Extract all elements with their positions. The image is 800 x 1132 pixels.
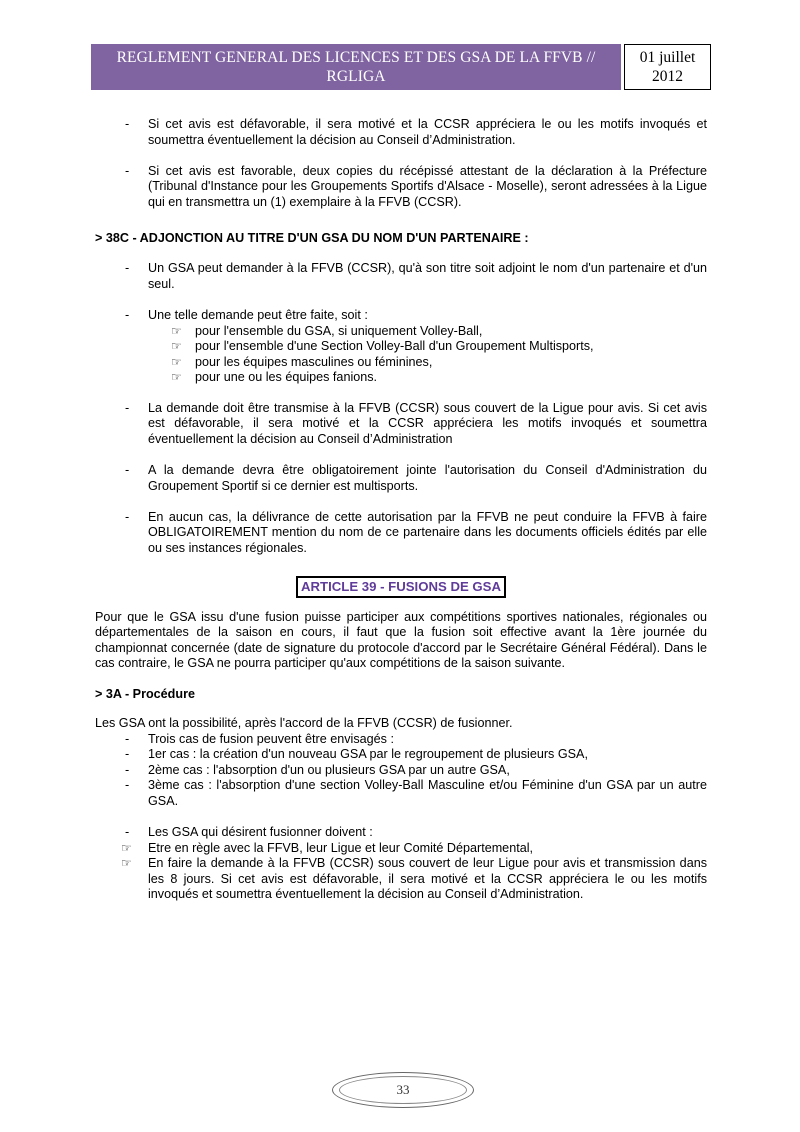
list-item	[95, 463, 707, 494]
list-item	[95, 825, 707, 841]
header-date-line1: 01 juillet	[639, 49, 696, 66]
article-39-title: ARTICLE 39 - FUSIONS DE GSA	[296, 576, 506, 598]
dash-bullet: -	[125, 261, 130, 276]
sub-list-item	[95, 856, 707, 903]
sub-list-item-text: pour l'ensemble du GSA, si uniquement Volley-Ball,	[195, 323, 483, 338]
list-item	[95, 308, 707, 324]
list-item	[95, 401, 707, 448]
dash-bullet: -	[125, 731, 130, 746]
pointing-hand-icon: ☞	[171, 369, 182, 384]
sub-list-item-text: pour l'ensemble d'une Section Volley-Ball d'un Groupement Multisports,	[195, 339, 594, 354]
list-item-text: Un GSA peut demander à la FFVB (CCSR), qu'à son titre soit adjoint le nom d'un partenaire et d'un seul.	[148, 261, 707, 292]
dash-bullet: -	[125, 778, 130, 793]
list-item-text: Les GSA qui désirent fusionner doivent :	[148, 825, 373, 840]
section-3a-title: > 3A - Procédure	[95, 687, 195, 701]
list-item	[95, 261, 707, 292]
sub-list-item-text: En faire la demande à la FFVB (CCSR) sous couvert de leur Ligue pour avis et transmission dans les 8 jours. Si cet avis est défavorable, il sera motivé et la CCSR appréciera le ou les motifs invoqués et soumettra éventuellement la décision au Conseil d’Administration.	[148, 856, 707, 902]
pointing-hand-icon: ☞	[171, 323, 182, 338]
list-item-text: Une telle demande peut être faite, soit :	[148, 308, 368, 323]
pointing-hand-icon: ☞	[171, 339, 182, 354]
dash-bullet: -	[125, 509, 130, 524]
sub-list-item-text: Etre en règle avec la FFVB, leur Ligue et leur Comité Départemental,	[148, 840, 533, 855]
list-item-text: A la demande devra être obligatoirement jointe l'autorisation du Conseil d'Administration du Groupement Sportif si ce dernier est multisports.	[148, 463, 707, 493]
list-item-text: Si cet avis est favorable, deux copies du récépissé attestant de la déclaration à la Préfecture (Tribunal d'Instance pour les Groupements Sportifs d'Alsace - Moselle), seront adressées à la Ligue qui en transmettra un (1) exemplaire à la FFVB (CCSR).	[148, 163, 707, 209]
dash-bullet: -	[125, 308, 130, 323]
dash-bullet: -	[125, 762, 130, 777]
list-item	[95, 732, 707, 748]
list-item	[95, 747, 707, 763]
sub-list-item-text: pour les équipes masculines ou féminines,	[195, 354, 433, 369]
fusion-intro: Les GSA ont la possibilité, après l'accord de la FFVB (CCSR) de fusionner.	[95, 716, 513, 730]
list-item	[95, 117, 707, 148]
list-item-text: 1er cas : la création d'un nouveau GSA par le regroupement de plusieurs GSA,	[148, 747, 588, 762]
list-item-text: 2ème cas : l'absorption d'un ou plusieurs GSA par un autre GSA,	[148, 762, 510, 777]
sub-list-item	[95, 841, 707, 857]
header-date-line2: 2012	[652, 68, 683, 85]
sub-list-item	[95, 355, 707, 370]
dash-bullet: -	[125, 747, 130, 762]
list-item-text: Trois cas de fusion peuvent être envisagés :	[148, 731, 394, 746]
pointing-hand-icon: ☞	[121, 856, 132, 871]
header-title-line1: REGLEMENT GENERAL DES LICENCES ET DES GSA DE LA FFVB //	[116, 49, 596, 66]
document-header-date	[624, 44, 711, 90]
dash-bullet: -	[125, 463, 130, 478]
document-header-title	[91, 44, 621, 90]
dash-bullet: -	[125, 117, 130, 131]
page-body	[95, 117, 707, 903]
list-item-text: Si cet avis est défavorable, il sera motivé et la CCSR appréciera le ou les motifs invoqués et soumettra éventuellement la décision au Conseil d’Administration.	[148, 117, 707, 147]
list-item-text: La demande doit être transmise à la FFVB (CCSR) sous couvert de la Ligue pour avis. Si cet avis est défavorable, il sera motivé et la CCSR appréciera les motifs invoqués et soumettra éventuellement la décision au Conseil d’Administration	[148, 400, 707, 447]
list-item	[95, 763, 707, 779]
pointing-hand-icon: ☞	[121, 840, 132, 855]
list-item-text: En aucun cas, la délivrance de cette autorisation par la FFVB ne peut conduire la FFVB à faire OBLIGATOIREMENT mention du nom de ce partenaire dans les documents officiels édités par elle ou ses instances régionales.	[148, 509, 707, 556]
dash-bullet: -	[125, 163, 130, 178]
article-39-heading-wrap	[95, 576, 707, 598]
pointing-hand-icon: ☞	[171, 354, 182, 369]
sub-list-item	[95, 324, 707, 339]
list-item	[95, 510, 707, 557]
section-38c-title: > 38C - ADJONCTION AU TITRE D'UN GSA DU NOM D'UN PARTENAIRE :	[95, 231, 529, 246]
sub-list-item-text: pour une ou les équipes fanions.	[195, 369, 378, 384]
sub-list-item	[95, 370, 707, 385]
page-number: 33	[396, 1082, 410, 1097]
dash-bullet: -	[125, 825, 130, 840]
sub-list-item	[95, 339, 707, 354]
list-item	[95, 778, 707, 809]
list-item	[95, 164, 707, 211]
header-title-line2: RGLIGA	[326, 68, 386, 85]
article-39-paragraph: Pour que le GSA issu d'une fusion puisse participer aux compétitions sportives nationales, régionales ou départementales de la saison en cours, il faut que la fusion soit effective avant la 1ère journée du championnat concernée (date de signature du protocole d'accord par le Secrétaire Général Fédéral). Dans le cas contraire, le GSA ne pourra participer qu'aux compétitions de la saison suivante.	[95, 609, 707, 671]
dash-bullet: -	[125, 400, 130, 415]
list-item-text: 3ème cas : l'absorption d'une section Volley-Ball Masculine et/ou Féminine d'un GSA par un autre GSA.	[148, 778, 707, 808]
